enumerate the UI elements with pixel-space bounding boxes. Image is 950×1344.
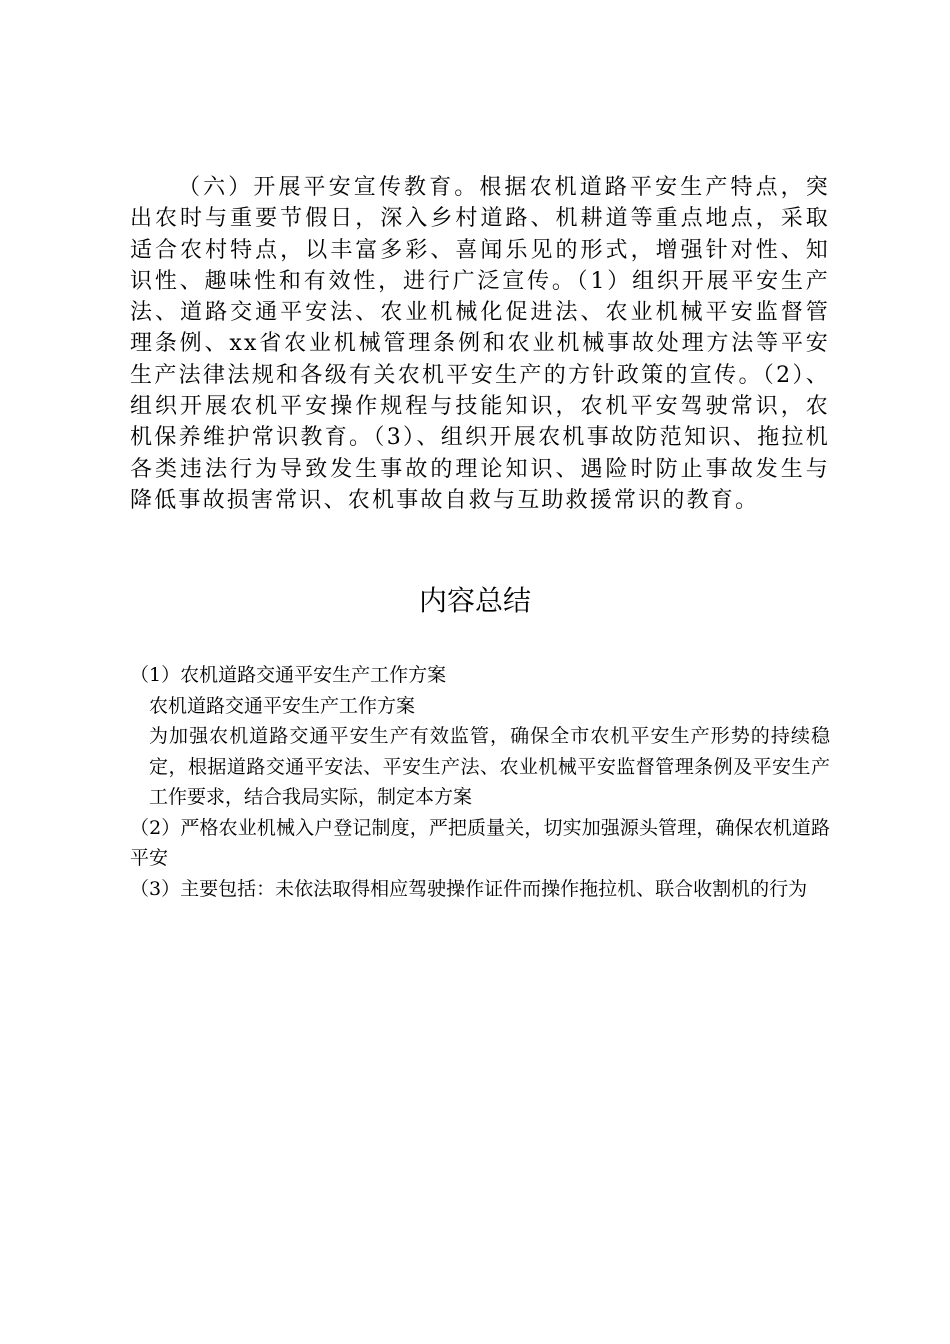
summary-title: 内容总结 — [418, 584, 531, 617]
summary-item-1: （1）农机道路交通平安生产工作方案 — [130, 664, 447, 686]
body-paragraph: （六）开展平安宣传教育。根据农机道路平安生产特点，突出农时与重要节假日，深入乡村道路、机耕道等重点地点，采取适合农村特点，以丰富多彩、喜闻乐见的形式，增强针对性、知识性、趣味性和有效性，进行广泛宣传。（1）组织开展平安生产法、道路交通平安法、农业机械化促进法、农业机械平安监督管理条例、xx省农业机械管理条例和农业机械事故处理方法等平安生产法律法规和各级有关农机平安生产的方针政策的宣传。（2）、组织开展农机平安操作规程与技能知识，农机平安驾驶常识，农机保养维护常识教育。（3）、组织开展农机事故防范知识、拖拉机各类违法行为导致发生事故的理论知识、遇险时防止事故发生与降低事故损害常识、农机事故自救与互助救援常识的教育。 — [130, 175, 830, 513]
summary-item-3: 为加强农机道路交通平安生产有效监管，确保全市农机平安生产形势的持续稳定，根据道路交通平安法、平安生产法、农业机械平安监督管理条例及平安生产工作要求，结合我局实际，制定本方案 — [149, 725, 830, 808]
summary-item-4: （2）严格农业机械入户登记制度，严把质量关，切实加强源头管理，确保农机道路平安 — [130, 816, 830, 869]
summary-item-5: （3）主要包括：未依法取得相应驾驶操作证件而操作拖拉机、联合收割机的行为 — [130, 877, 808, 900]
summary-section — [130, 660, 830, 904]
summary-item-2: 农机道路交通平安生产工作方案 — [149, 694, 416, 717]
